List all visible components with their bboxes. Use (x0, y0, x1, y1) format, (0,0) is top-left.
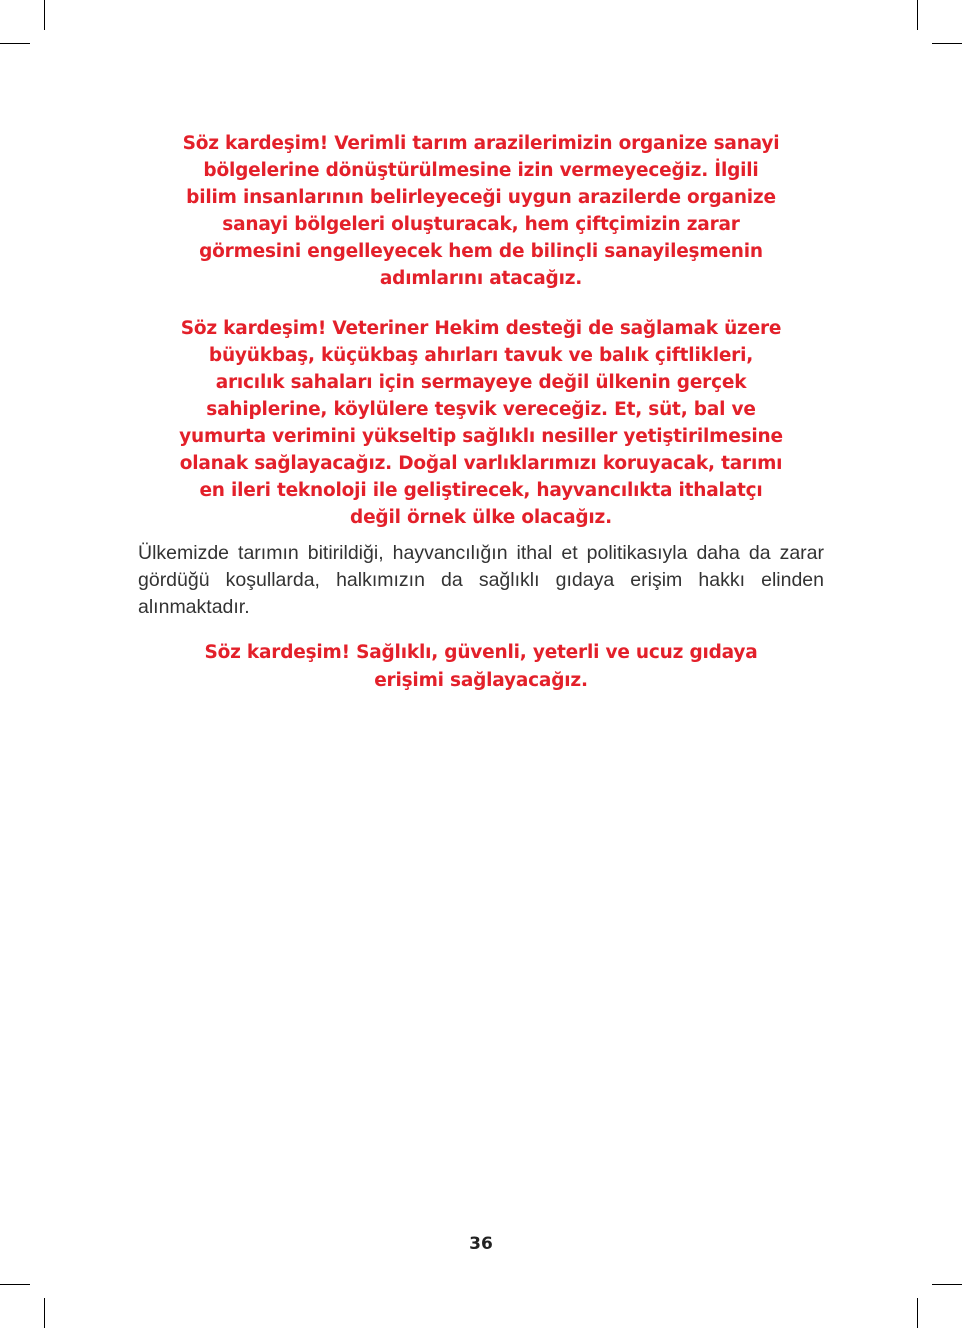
crop-mark-top-right-horizontal (932, 43, 962, 44)
page-content (138, 130, 824, 717)
crop-mark-top-right-vertical (917, 0, 918, 30)
promise-paragraph-food-security: Söz kardeşim! Sağlıklı, güvenli, yeterli ve ucuz gıdaya erişimi sağlayacağız. (204, 642, 758, 691)
body-paragraph-food-access: Ülkemizde tarımın bitirildiği, hayvancılığın ithal et politikasıyla daha da zarar gördüğü koşullarda, halkımızın da sağlıklı gıdaya erişim hakkı elinden alınmaktadır. (138, 542, 824, 618)
crop-mark-bottom-left-vertical (44, 1298, 45, 1328)
crop-mark-bottom-left-horizontal (0, 1284, 30, 1285)
promise-paragraph-livestock: Söz kardeşim! Veteriner Hekim desteği de sağlamak üzere büyükbaş, küçükbaş ahırları tavuk ve balık çiftlikleri, arıcılık sahaları için sermayeye değil ülkenin gerçek sahiplerine, köylülere teşvik vereceğiz. Et, süt, bal ve yumurta verimini yükseltip sağlıklı nesiller yetiştirilmesine olanak sağlayacağız. Doğal varlıklarımızı koruyacak, tarımı en ileri teknoloji ile geliştirecek, hayvancılıkta ithalatçı değil örnek ülke olacağız. (179, 318, 783, 528)
promise-paragraph-farmland: Söz kardeşim! Verimli tarım arazilerimizin organize sanayi bölgelerine dönüştürülmesine izin vermeyeceğiz. İlgili bilim insanlarının belirleyeceği uygun arazilerde organize sanayi bölgeleri oluşturacak, hem çiftçimizin zarar görmesini engelleyecek hem de bilinçli sanayileşmenin adımlarını atacağız. (182, 133, 780, 289)
crop-mark-top-left-vertical (44, 0, 45, 30)
crop-mark-top-left-horizontal (0, 43, 30, 44)
page-number: 36 (469, 1234, 493, 1254)
crop-mark-bottom-right-horizontal (932, 1284, 962, 1285)
crop-mark-bottom-right-vertical (917, 1298, 918, 1328)
